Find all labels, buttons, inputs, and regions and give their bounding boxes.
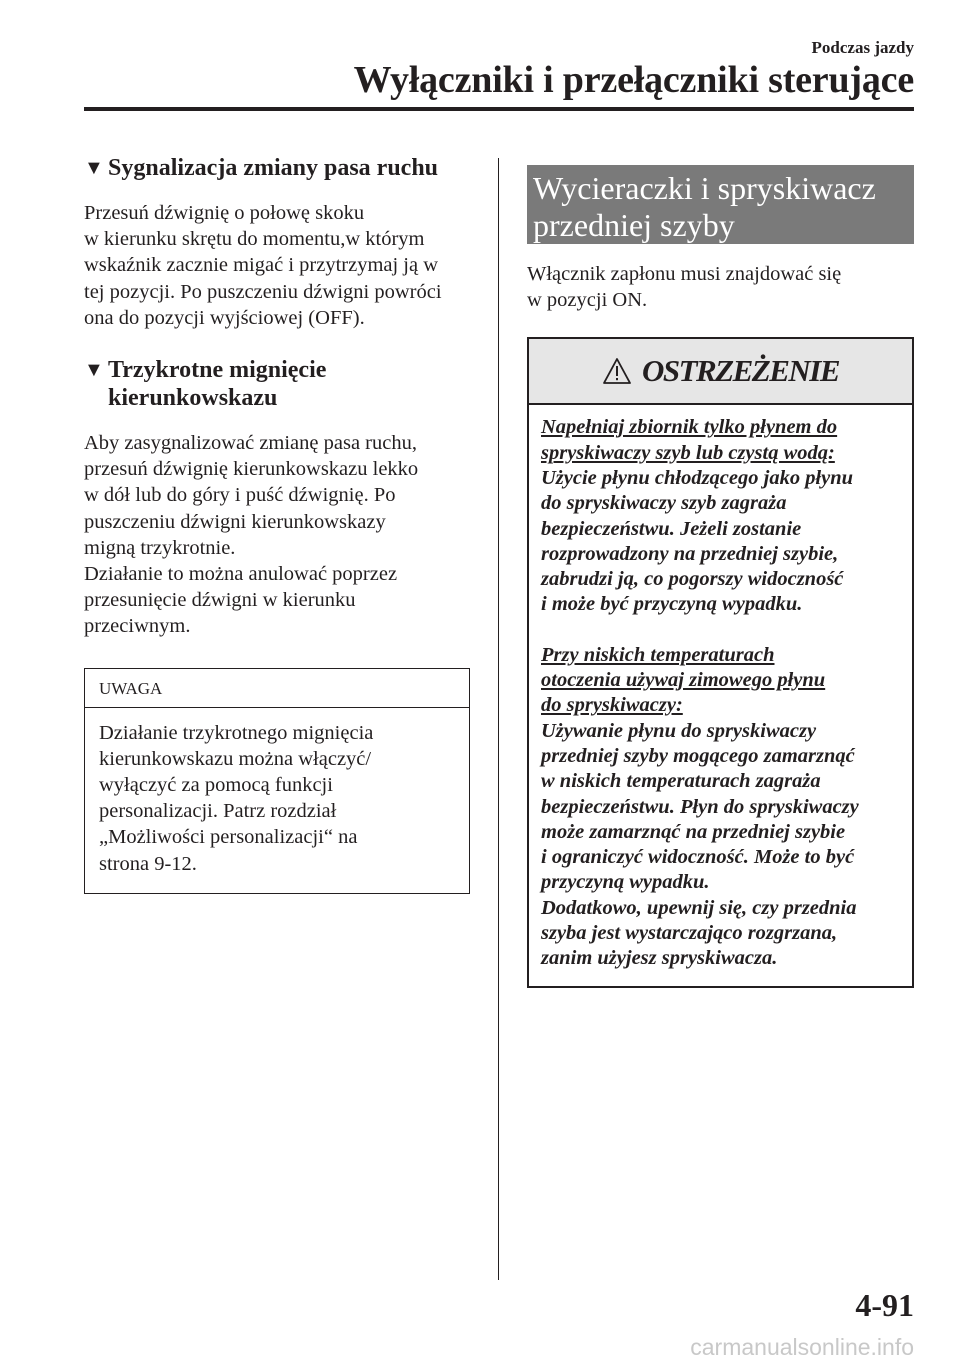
- running-header-section: Podczas jazdy: [811, 38, 914, 57]
- warning-box: [527, 337, 914, 987]
- wipers-section-heading: Wycieraczki i spryskiwacz przedniej szyby: [527, 165, 914, 244]
- wipers-intro: Włącznik zapłonu musi znajdować się w pozycji ON.: [527, 263, 842, 312]
- triangle-down-icon: ▼: [84, 157, 104, 179]
- warning-header: [529, 339, 912, 405]
- left-column: [84, 154, 474, 894]
- warning-label: OSTRZEŻENIE: [641, 353, 840, 389]
- triangle-down-icon: ▼: [84, 359, 104, 382]
- lane-change-heading: [84, 154, 474, 182]
- column-divider: [498, 158, 499, 1280]
- note-label: UWAGA: [85, 669, 469, 708]
- header-rule: [84, 107, 914, 111]
- warning-p1-body: Użycie płynu chłodzącego jako płynu do spryskiwaczy szyb zagraża bezpieczeństwu. Jeżeli zostanie rozprowadzony na przedniej szybie, zabrudzi ją, co pogorszy widoczność i może być przyczyną wypadku.: [541, 467, 854, 616]
- lane-change-body: Przesuń dźwignię o połowę skoku w kierunku skrętu do momentu,w którym wskaźnik zacznie migać i przytrzymaj ją w tej pozycji. Po puszczeniu dźwigni powróci ona do pozycji wyjściowej (OFF).: [84, 202, 442, 329]
- right-column: [527, 165, 914, 988]
- warning-p1-title: Napełniaj zbiornik tylko płynem do spryskiwaczy szyb lub czystą wodą:: [541, 416, 838, 464]
- triple-flash-body: Aby zasygnalizować zmianę pasa ruchu, przesuń dźwignię kierunkowskazu lekko w dół lub do góry i puść dźwignię. Po puszczeniu dźwigni kierunkowskazy migną trzykrotnie. Działanie to można anulować poprzez przesunięcie dźwigni w kierunku przeciwnym.: [84, 432, 419, 638]
- warning-spacer: [541, 618, 902, 643]
- note-box: [84, 668, 470, 894]
- footer-watermark: carmanualsonline.info: [690, 1334, 914, 1360]
- triple-flash-heading: [84, 356, 474, 412]
- triple-flash-heading-text: Trzykrotne mignięcie kierunkowskazu: [108, 357, 327, 412]
- lane-change-heading-text: Sygnalizacja zmiany pasa ruchu: [108, 155, 439, 181]
- warning-p2-title: Przy niskich temperaturach otoczenia używaj zimowego płynu do spryskiwaczy:: [541, 643, 826, 717]
- page-number: 4-91: [855, 1287, 914, 1323]
- warning-p2-body: Używanie płynu do spryskiwaczy przedniej szyby mogącego zamarznąć w niskich temperaturach zagraża bezpieczeństwu. Płyn do spryskiwaczy może zamarznąć na przedniej szybie i ograniczyć widoczność. Może to być przyczyną wypadku. Dodatkowo, upewnij się, czy przednia szyba jest wystarczająco rozgrzana, zanim użyjesz spryskiwacza.: [541, 719, 859, 970]
- warning-triangle-icon: [602, 357, 632, 385]
- warning-body: [529, 405, 912, 985]
- note-body: Działanie trzykrotnego mignięcia kierunkowskazu można włączyć/ wyłączyć za pomocą funkcji personalizacji. Patrz rozdział „Możliwości personalizacji“ na strona 9-12.: [99, 721, 374, 875]
- running-header-title: Wyłączniki i przełączniki sterujące: [353, 59, 914, 101]
